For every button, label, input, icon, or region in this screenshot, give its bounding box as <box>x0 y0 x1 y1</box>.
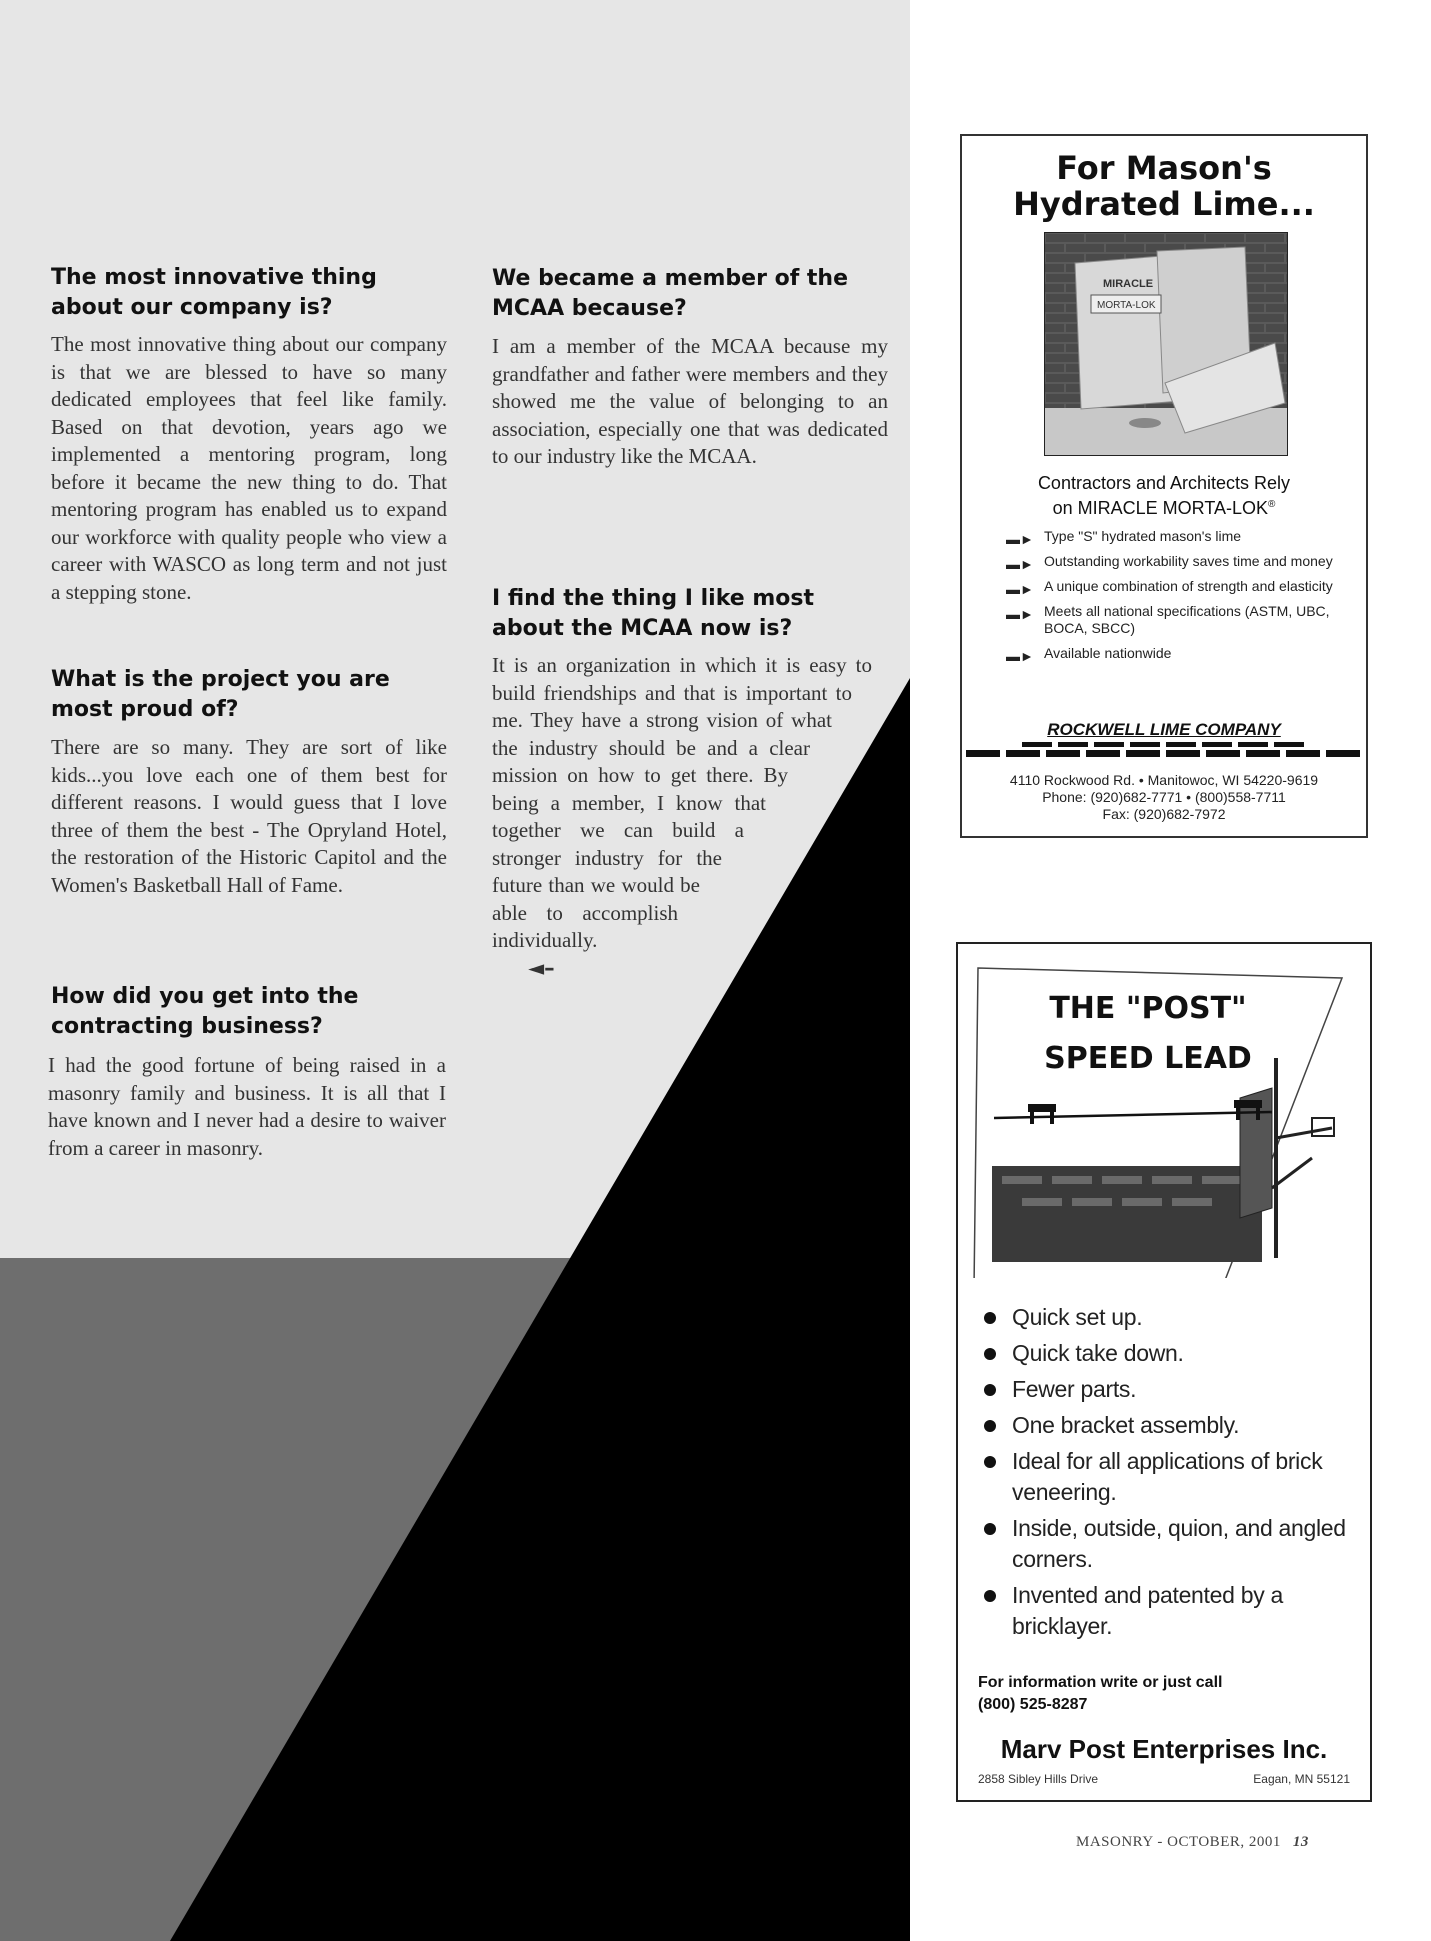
ad-post-feature: Quick set up. <box>980 1302 1360 1333</box>
ad-lime-company: ROCKWELL LIME COMPANY <box>1047 720 1281 739</box>
bullet-dot-icon <box>984 1590 996 1602</box>
q5-answer <box>492 652 872 1018</box>
q4-heading: We became a member of the MCAA because? <box>492 266 849 321</box>
ad-lime-bullet: ▬► Outstanding workability saves time and money <box>1006 553 1333 572</box>
ad-post-city: Eagan, MN 55121 <box>1253 1772 1350 1786</box>
q3-answer: I had the good fortune of being raised in a masonry family and business. It is all that I have known and I never had a desire to waiver from a career in masonry. <box>48 1053 446 1160</box>
ad-lime-bullet: ▬► A unique combination of strength and elasticity <box>1006 578 1333 597</box>
ad-lime-address-line1: 4110 Rockwood Rd. • Manitowoc, WI 54220-9619 <box>1009 772 1319 788</box>
ad-post-title-line1: THE "POST" <box>1049 991 1247 1026</box>
ad-post-title-line2: SPEED LEAD <box>1044 1041 1252 1076</box>
ad-post-company: Marv Post Enterprises Inc. <box>1000 1734 1328 1764</box>
ad-post-feature: Quick take down. <box>980 1338 1360 1369</box>
ad-lime-bullet: ▬► Type "S" hydrated mason's lime <box>1006 528 1242 547</box>
trademark-mark: ® <box>1268 499 1276 510</box>
ad-lime-subtitle-line2: on MIRACLE MORTA-LOK <box>1052 498 1268 518</box>
bullet-dot-icon <box>984 1384 996 1396</box>
ad-post-feature: Invented and patented by a bricklayer. <box>980 1580 1360 1642</box>
q3-heading: How did you get into the contracting business? <box>51 984 359 1039</box>
ad-lime-bullet-list <box>1006 528 1346 670</box>
page-footer <box>1076 1834 1309 1851</box>
ad-post-feature: Inside, outside, quion, and angled corners. <box>980 1513 1360 1575</box>
ad-post-feature: Ideal for all applications of brick veneering. <box>980 1446 1360 1508</box>
bullet-dot-icon <box>984 1420 996 1432</box>
ad-lime-title-line2: Hydrated Lime... <box>1013 185 1315 223</box>
q2-heading: What is the project you are most proud of? <box>51 667 390 722</box>
ad-post-contact-info <box>978 1672 1358 1716</box>
arrow-bullet-icon: ▬► <box>1006 606 1034 622</box>
ad-post-feature-list <box>980 1302 1360 1647</box>
q1-heading: The most innovative thing about our company is? <box>51 265 377 320</box>
q2-answer: There are so many. They are sort of like kids...you love each one of them best for different reasons. I would guess that I love three of them the best - The Opryland Hotel, the restoration of the Historic Capitol and the Women's Basketball Hall of Fame. <box>51 735 447 897</box>
bag-label-text: MORTA-LOK <box>1097 300 1156 311</box>
arrow-bullet-icon: ▬► <box>1006 648 1034 664</box>
lime-bags-photo <box>1044 232 1288 456</box>
ad-lime-address-line2: Phone: (920)682-7771 • (800)558-7711 <box>1042 789 1286 805</box>
ad-lime-bullet: ▬► Available nationwide <box>1006 645 1172 664</box>
ad-post-feature: Fewer parts. <box>980 1374 1360 1405</box>
ad-lime-address-line3: Fax: (920)682-7972 <box>1102 806 1226 822</box>
page-number: 13 <box>1292 1834 1309 1850</box>
q5-heading: I find the thing I like most about the MCAA now is? <box>492 586 814 641</box>
arrow-bullet-icon: ▬► <box>1006 581 1034 597</box>
q1-answer: The most innovative thing about our company is that we are blessed to have so many dedicated employees that feel like family. Based on that devotion, years ago we implemented a mentoring program, long before it became the new thing to do. That mentoring program has enabled us to expand our workforce with quality people who view a career with WASCO as long term and not just a stepping stone. <box>51 332 447 604</box>
ad-rockwell-lime <box>960 134 1368 838</box>
ad-post-speed-lead <box>956 942 1372 1802</box>
ad-post-phone: (800) 525-8287 <box>978 1696 1088 1713</box>
bullet-dot-icon <box>984 1312 996 1324</box>
ad-lime-subtitle <box>962 472 1366 519</box>
q5-answer-text: It is an organization in which it is easy to build friendships and that is important to me. They have a strong vision of what the industry should be and a clear mission on how to get there. By being a member, I know that together we can build a stronger industry for the future than we would be able to accomplish individually. <box>492 653 872 952</box>
bullet-dot-icon <box>984 1523 996 1535</box>
q4-answer: I am a member of the MCAA because my grandfather and father were members and they showed me the value of belonging to an association, especially one that was dedicated to our industry like the MCAA. <box>492 334 888 468</box>
ad-lime-title <box>962 150 1366 222</box>
publication-info: MASONRY - OCTOBER, 2001 <box>1076 1834 1281 1850</box>
bullet-dot-icon <box>984 1456 996 1468</box>
ad-post-title <box>1028 984 1268 1084</box>
ad-lime-bullet: ▬► Meets all national specifications (ASTM, UBC, BOCA, SBCC) <box>1006 603 1330 636</box>
ad-post-feature: One bracket assembly. <box>980 1410 1360 1441</box>
brick-rule-decoration <box>966 742 1362 758</box>
arrow-bullet-icon: ▬► <box>1006 556 1034 572</box>
ad-post-info-line1: For information write or just call <box>978 1674 1223 1691</box>
lime-bags-illustration <box>1045 233 1287 455</box>
ad-lime-subtitle-line1: Contractors and Architects Rely <box>1037 473 1291 493</box>
end-mark-icon: ◄– <box>528 955 555 980</box>
ad-post-street: 2858 Sibley Hills Drive <box>978 1772 1099 1786</box>
ad-lime-address <box>962 772 1366 823</box>
bag-brand-text: MIRACLE <box>1103 278 1154 290</box>
arrow-bullet-icon: ▬► <box>1006 531 1034 547</box>
bullet-dot-icon <box>984 1348 996 1360</box>
ad-lime-title-line1: For Mason's <box>1056 149 1272 187</box>
